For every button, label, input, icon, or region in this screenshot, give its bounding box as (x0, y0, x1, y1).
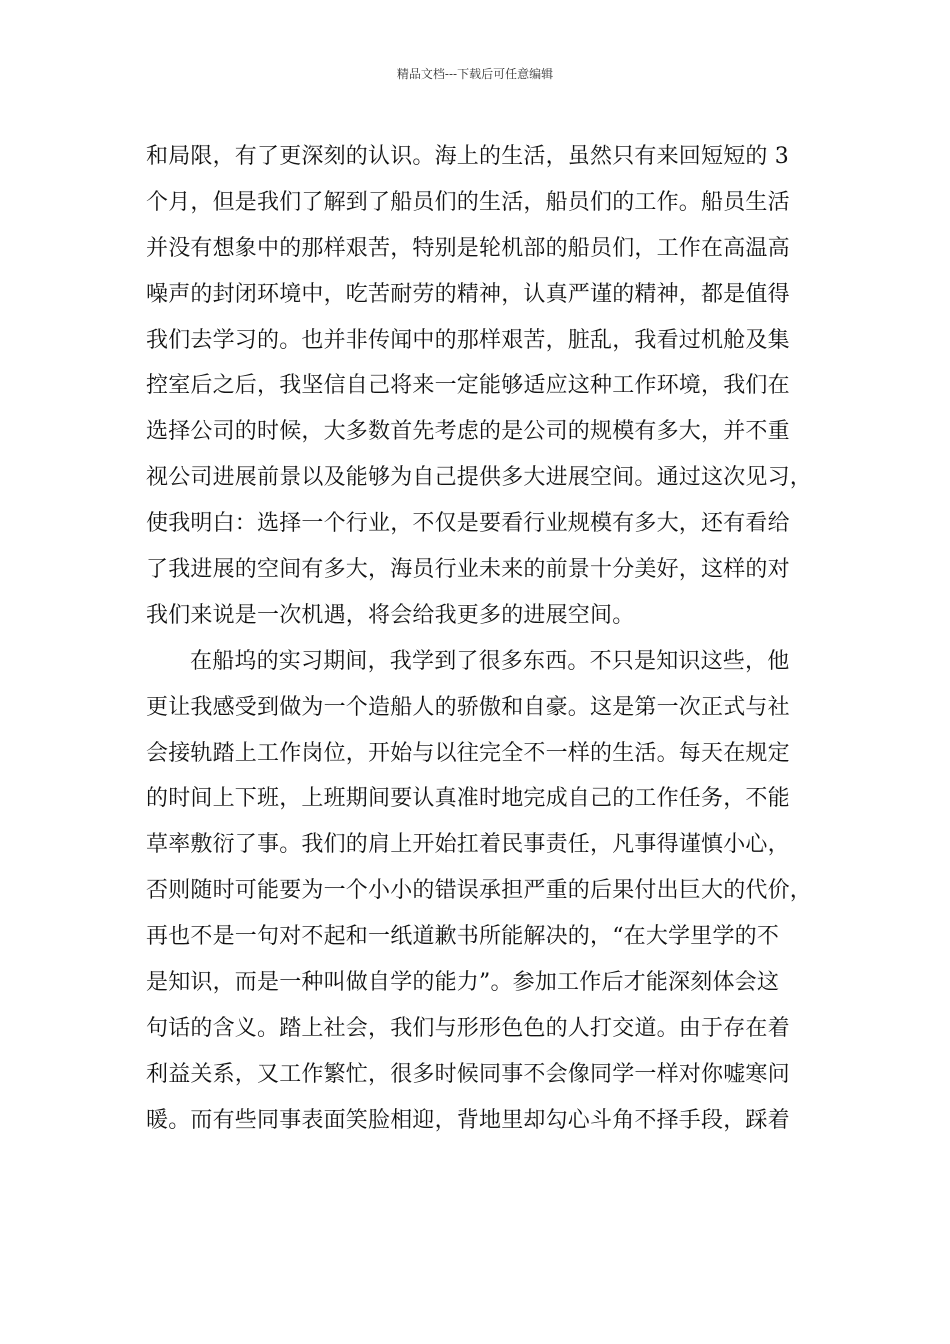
text-line: 草率敷衍了事。我们的肩上开始扛着民事责任，凡事得谨慎小心， (146, 832, 790, 858)
text-line: 我们来说是一次机遇，将会给我更多的进展空间。 (146, 602, 635, 628)
page-header: 精品文档---下载后可任意编辑 (396, 67, 554, 81)
text-line: 再也不是一句对不起和一纸道歉书所能解决的，“在大学里学的不 (146, 924, 780, 950)
text-line: 噪声的封闭环境中，吃苦耐劳的精神，认真严谨的精神，都是值得 (146, 281, 790, 307)
text-line: 我们去学习的。也并非传闻中的那样艰苦，脏乱，我看过机舱及集 (146, 327, 790, 353)
paragraph-2 (146, 639, 826, 1144)
text-line-indented: 在船坞的实习期间，我学到了很多东西。不只是知识这些，他 (190, 648, 790, 674)
text-line: 否则随时可能要为一个小小的错误承担严重的后果付出巨大的代价， (146, 878, 813, 904)
text-line: 会接轨踏上工作岗位，开始与以往完全不一样的生活。每天在规定 (146, 740, 790, 766)
text-line: 和局限，有了更深刻的认识。海上的生活，虽然只有来回短短的 3 (146, 144, 789, 169)
text-line: 并没有想象中的那样艰苦，特别是轮机部的船员们，工作在高温高 (146, 235, 790, 261)
text-line: 使我明白：选择一个行业，不仅是要看行业规模有多大，还有看给 (146, 511, 790, 537)
text-line: 了我进展的空间有多大，海员行业未来的前景十分美好，这样的对 (146, 557, 790, 583)
text-line: 句话的含义。踏上社会，我们与形形色色的人打交道。由于存在着 (146, 1015, 790, 1041)
text-line: 暖。而有些同事表面笑脸相迎，背地里却勾心斗角不择手段，踩着 (146, 1107, 790, 1133)
document-body (146, 134, 826, 1144)
text-line: 选择公司的时候，大多数首先考虑的是公司的规模有多大，并不重 (146, 419, 790, 445)
text-line: 控室后之后，我坚信自己将来一定能够适应这种工作环境，我们在 (146, 373, 790, 399)
text-line: 更让我感受到做为一个造船人的骄傲和自豪。这是第一次正式与社 (146, 694, 790, 720)
text-line: 利益关系，又工作繁忙，很多时候同事不会像同学一样对你嘘寒问 (146, 1061, 790, 1087)
text-line: 的时间上下班，上班期间要认真准时地完成自己的工作任务，不能 (146, 786, 790, 812)
paragraph-1 (146, 134, 826, 639)
text-line: 个月，但是我们了解到了船员们的生活，船员们的工作。船员生活 (146, 189, 790, 215)
text-line: 是知识，而是一种叫做自学的能力”。参加工作后才能深刻体会这 (146, 970, 780, 996)
text-line: 视公司进展前景以及能够为自己提供多大进展空间。通过这次见习， (146, 465, 813, 491)
